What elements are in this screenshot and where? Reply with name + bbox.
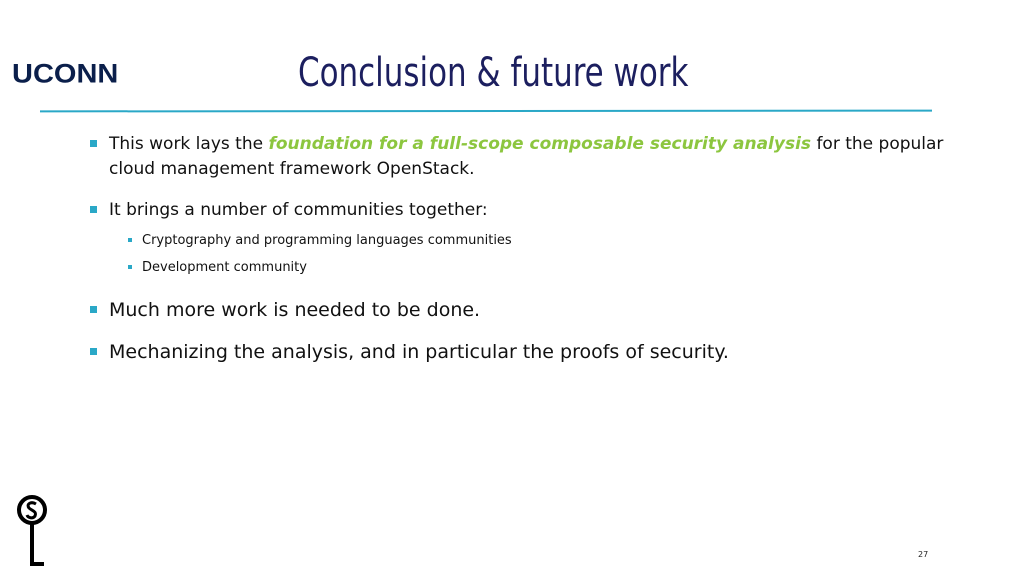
bullet-marker-icon <box>90 306 97 313</box>
bullet-text: for the popular cloud management framework OpenStack. <box>109 134 944 179</box>
title-divider <box>40 110 932 113</box>
sub-bullet-text: Cryptography and programming languages communities <box>142 233 512 248</box>
sub-bullet-marker-icon <box>128 265 132 269</box>
bullet-item <box>90 339 950 365</box>
csl-key-icon <box>14 492 50 568</box>
bullet-text: Mechanizing the analysis, and in particular the proofs of security. <box>109 341 729 363</box>
bullet-marker-icon <box>90 140 97 147</box>
slide-title: Conclusion & future work <box>298 50 689 96</box>
sub-bullet-item <box>128 254 950 281</box>
bullet-marker-icon <box>90 348 97 355</box>
bullet-emphasis: foundation for a full-scope composable security analysis <box>268 134 812 154</box>
sub-bullet-marker-icon <box>128 238 132 242</box>
sub-bullet-item <box>128 227 950 254</box>
bullet-text: It brings a number of communities together: <box>109 200 488 220</box>
sub-bullet-text: Development community <box>142 260 307 275</box>
bullet-item <box>90 132 950 182</box>
bullet-item <box>90 198 950 281</box>
bullet-text: This work lays the <box>109 134 269 154</box>
bullet-item <box>90 297 950 323</box>
bullet-marker-icon <box>90 206 97 213</box>
page-number: 27 <box>918 550 929 559</box>
bullet-list <box>90 132 950 365</box>
bullet-text: Much more work is needed to be done. <box>109 299 481 321</box>
uconn-logo: UCONN <box>12 59 119 89</box>
